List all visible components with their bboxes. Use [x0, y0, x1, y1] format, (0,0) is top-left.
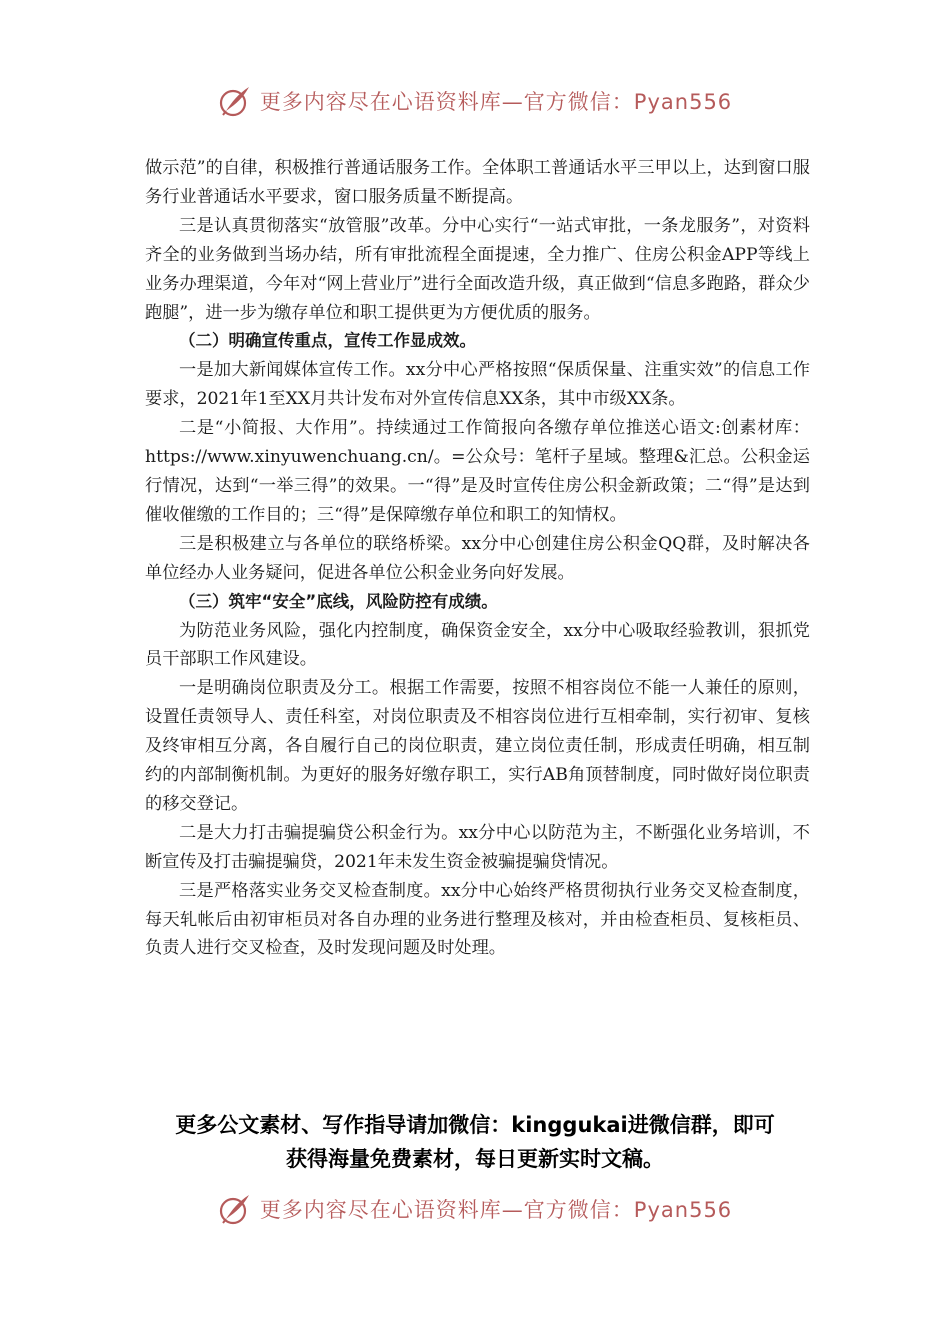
paragraph: 二是“小简报、大作用”。持续通过工作简报向各缴存单位推送心语文:创素材库：https://www.xinyuwenchuang.cn/。=公众号：笔杆子星域。整理&汇总。公积金运行情况，达到“一举三得”的效果。一“得”是及时宣传住房公积金新政策；二“得”是达到催收催缴的工作目的；三“得”是保障缴存单位和职工的知情权。	[145, 418, 810, 525]
watermark-text: 更多内容尽在心语资料库—官方微信：Pyan556	[259, 90, 733, 114]
paragraph: 二是大力打击骗提骗贷公积金行为。xx分中心以防范为主，不断强化业务培训，不断宣传及打击骗提骗贷，2021年未发生资金被骗提骗贷情况。	[145, 822, 810, 872]
paragraph: 三是认真贯彻落实“放管服”改革。分中心实行“一站式审批，一条龙服务”，对资料齐全的业务做到当场办结，所有审批流程全面提速，全力推广、住房公积金APP等线上业务办理渠道，今年对“网上营业厅”进行全面改造升级，真正做到“信息多跑路，群众少跑腿”，进一步为缴存单位和职工提供更为方便优质的服务。	[145, 215, 810, 323]
paragraph: 为防范业务风险，强化内控制度，确保资金安全，xx分中心吸取经验教训，狠抓党员干部职工作风建设。	[145, 620, 810, 670]
promo-line-1: 更多公文素材、写作指导请加微信：kinggukai进微信群，即可	[175, 1113, 775, 1137]
section-heading: （三）筑牢“安全”底线，风险防控有成绩。	[179, 591, 498, 611]
promo-line-2: 获得海量免费素材，每日更新实时文稿。	[286, 1147, 664, 1171]
quill-logo-icon	[218, 1192, 252, 1226]
paragraph: 一是加大新闻媒体宣传工作。xx分中心严格按照“保质保量、注重实效”的信息工作要求，2021年1至XX月共计发布对外宣传信息XX条，其中市级XX条。	[145, 360, 810, 410]
document-body	[145, 154, 810, 963]
paragraph: 三是严格落实业务交叉检查制度。xx分中心始终严格贯彻执行业务交叉检查制度，每天轧帐后由初审柜员对各自办理的业务进行整理及核对，并由检查柜员、复核柜员、负责人进行交叉检查，及时发现问题及时处理。	[145, 880, 810, 959]
quill-logo-icon	[218, 84, 252, 118]
footer-watermark	[0, 1192, 950, 1226]
paragraph: 做示范”的自律，积极推行普通话服务工作。全体职工普通话水平三甲以上，达到窗口服务行业普通话水平要求，窗口服务质量不断提高。	[145, 158, 810, 207]
paragraph: 三是积极建立与各单位的联络桥梁。xx分中心创建住房公积金QQ群，及时解决各单位经办人业务疑问，促进各单位公积金业务向好发展。	[145, 533, 810, 583]
paragraph: 一是明确岗位职责及分工。根据工作需要，按照不相容岗位不能一人兼任的原则，设置任责领导人、责任科室，对岗位职责及不相容岗位进行互相牵制，实行初审、复核及终审相互分离，各自履行自己的岗位职责，建立岗位责任制，形成责任明确，相互制约的内部制衡机制。为更好的服务好缴存职工，实行AB角顶替制度，同时做好岗位职责的移交登记。	[145, 678, 810, 814]
header-watermark	[0, 84, 950, 118]
section-heading: （二）明确宣传重点，宣传工作显成效。	[179, 331, 476, 351]
watermark-text: 更多内容尽在心语资料库—官方微信：Pyan556	[259, 1198, 733, 1222]
promo-banner	[0, 1108, 950, 1176]
